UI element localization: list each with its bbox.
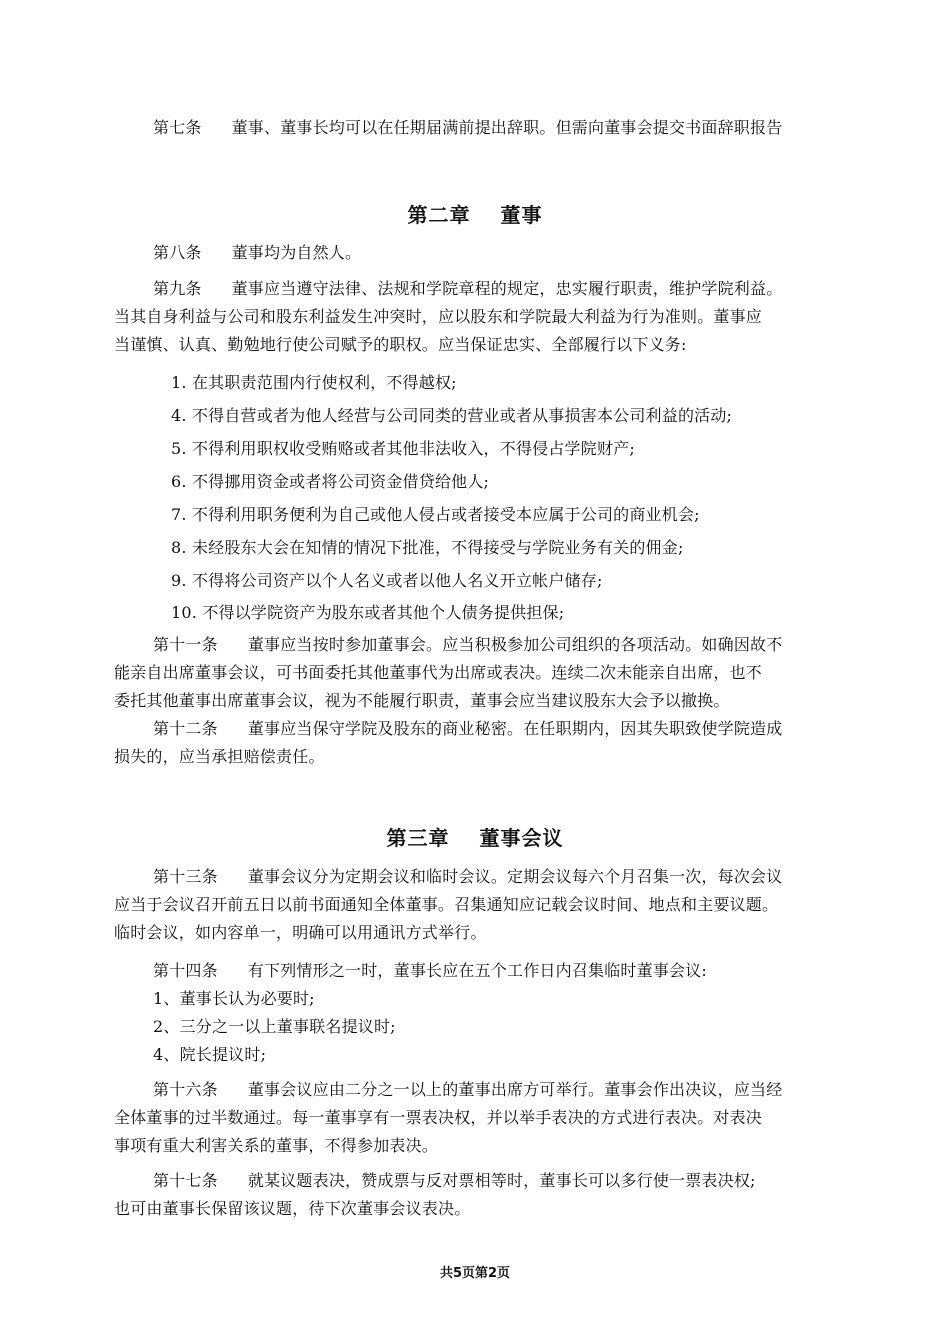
list-item: 6. 不得挪用资金或者将公司资金借贷给他人; — [171, 472, 490, 491]
article-text-line: 就某议题表决，赞成票与反对票相等时，董事长可以多行使一票表决权; — [247, 1171, 756, 1190]
article-number: 第十三条 — [153, 867, 218, 886]
chapter-2-heading — [0, 199, 950, 228]
list-item: 4. 不得自营或者为他人经营与公司同类的营业或者从事损害本公司利益的活动; — [171, 406, 733, 425]
article-7 — [153, 115, 782, 138]
article-text-line: 应当于会议召开前五日以前书面通知全体董事。召集通知应记载会议时间、地点和主要议题。 — [114, 895, 779, 914]
list-item: 10. 不得以学院资产为股东或者其他个人债务提供担保; — [171, 603, 565, 622]
chapter-3-heading — [0, 822, 950, 851]
chapter-title: 董事 — [500, 203, 543, 227]
list-item: 1. 在其职责范围内行使权利，不得越权; — [171, 373, 457, 392]
article-text-line: 委托其他董事出席董事会议，视为不能履行职责，董事会应当建议股东大会予以撤换。 — [114, 691, 730, 710]
article-text-line: 也可由董事长保留该议题，待下次董事会议表决。 — [114, 1199, 471, 1218]
article-number: 第十七条 — [153, 1171, 218, 1190]
list-item: 5. 不得利用职权收受贿赂或者其他非法收入，不得侵占学院财产; — [171, 439, 635, 458]
article-8 — [153, 240, 361, 263]
page-number-footer: 共5页第2页 — [439, 1266, 511, 1281]
list-item: 2、三分之一以上董事联名提议时; — [153, 1017, 396, 1036]
article-number: 第十二条 — [153, 719, 218, 738]
article-text-line: 董事应当按时参加董事会。应当积极参加公司组织的各项活动。如确因故不 — [247, 635, 783, 654]
article-number: 第八条 — [153, 243, 202, 262]
list-item: 8. 未经股东大会在知情的情况下批准，不得接受与学院业务有关的佣金; — [171, 538, 684, 557]
article-14 — [153, 958, 707, 981]
article-text-line: 当其自身利益与公司和股东利益发生冲突时，应以股东和学院最大利益为行为准则。董事应 — [114, 307, 763, 326]
article-text-line: 能亲自出席董事会议，可书面委托其他董事代为出席或表决。连续二次未能亲自出席，也不 — [114, 663, 763, 682]
chapter-number: 第三章 — [386, 826, 450, 850]
article-text-line: 事项有重大利害关系的董事，不得参加表决。 — [114, 1136, 439, 1155]
article-text-line: 董事会议分为定期会议和临时会议。定期会议每六个月召集一次，每次会议 — [247, 867, 783, 886]
list-item: 4、院长提议时; — [153, 1045, 267, 1064]
article-text-line: 当谨慎、认真、勤勉地行使公司赋予的职权。应当保证忠实、全部履行以下义务: — [114, 335, 687, 354]
article-text: 有下列情形之一时，董事长应在五个工作日内召集临时董事会议: — [247, 961, 708, 980]
article-text-line: 临时会议，如内容单一，明确可以用通讯方式举行。 — [114, 923, 487, 942]
article-text-line: 董事应当保守学院及股东的商业秘密。在任职期内，因其失职致使学院造成 — [247, 719, 783, 738]
article-text-line: 董事会议应由二分之一以上的董事出席方可举行。董事会作出决议，应当经 — [247, 1080, 783, 1099]
chapter-title: 董事会议 — [479, 826, 564, 850]
list-item: 1、董事长认为必要时; — [153, 989, 315, 1008]
article-number: 第七条 — [153, 118, 202, 137]
article-number: 第十一条 — [153, 635, 218, 654]
article-text-line: 全体董事的过半数通过。每一董事享有一票表决权，并以举手表决的方式进行表决。对表决 — [114, 1108, 763, 1127]
article-number: 第十四条 — [153, 961, 218, 980]
article-text-line: 损失的，应当承担赔偿责任。 — [114, 747, 325, 766]
article-text: 董事、董事长均可以在任期届满前提出辞职。但需向董事会提交书面辞职报告 — [231, 118, 783, 137]
article-text-line: 董事应当遵守法律、法规和学院章程的规定，忠实履行职责，维护学院利益。 — [231, 279, 783, 298]
list-item: 7. 不得利用职务便利为自己或他人侵占或者接受本应属于公司的商业机会; — [171, 505, 700, 524]
chapter-number: 第二章 — [407, 203, 471, 227]
article-number: 第九条 — [153, 279, 202, 298]
article-number: 第十六条 — [153, 1080, 218, 1099]
list-item: 9. 不得将公司资产以个人名义或者以他人名义开立帐户储存; — [171, 571, 603, 590]
article-text: 董事均为自然人。 — [231, 243, 362, 262]
